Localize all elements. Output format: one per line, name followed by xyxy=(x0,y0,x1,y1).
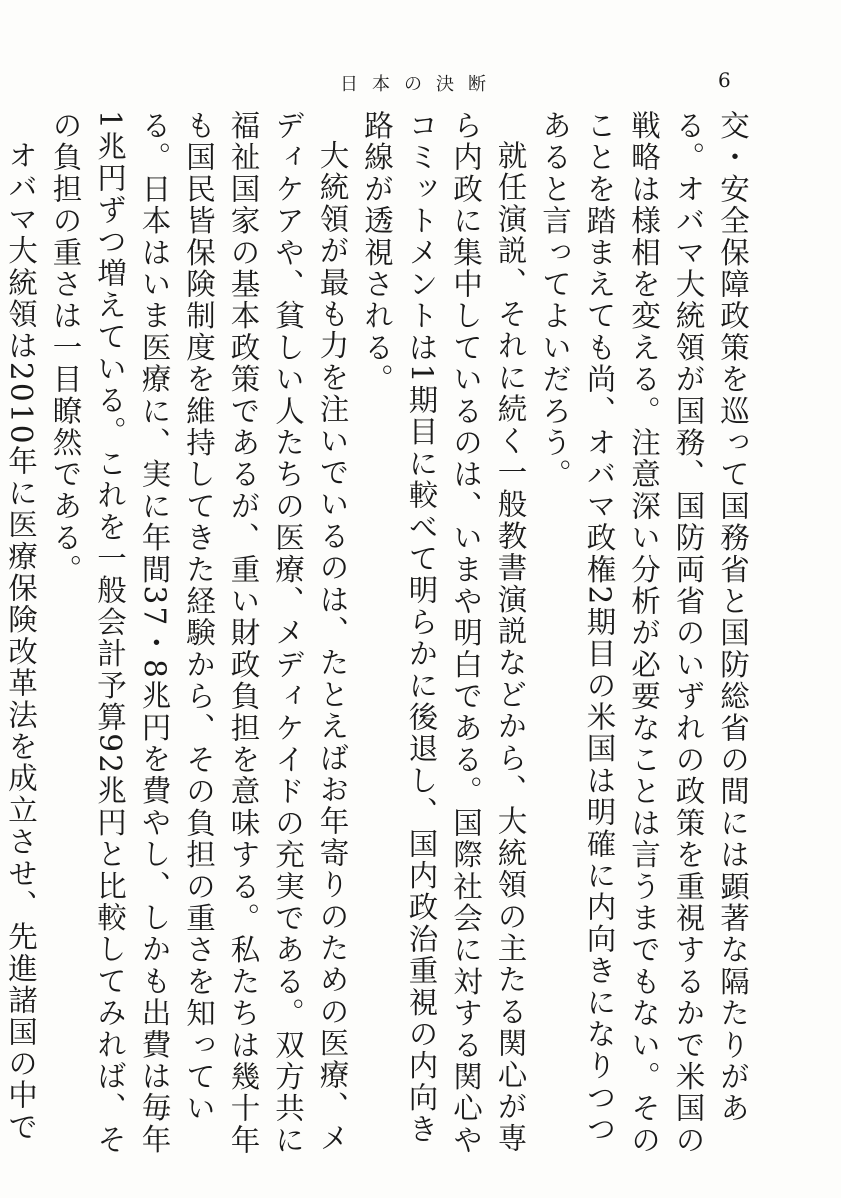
paragraph-3: 大統領が最も力を注いでいるのは、たとえばお年寄りのための医療、メディケアや、貧しい人たちの医療、メディケイドの充実である。双方共に福祉国家の基本政策であるが、重い財政負担を意味する。私たちは幾十年も国民皆保険制度を維持してきた経験から、その負担の重さを知っている。日本はいま医療に、実に年間37・8兆円を費やし、しかも出費は毎年1兆円ずつ増えている。これを一般会計予算92兆円と比較してみれば、その負担の重さは一目瞭然である。 xyxy=(48,110,350,1157)
body-text xyxy=(0,110,755,1160)
running-title: 日本の決断 xyxy=(340,74,500,95)
paragraph-2: 就任演説、それに続く一般教書演説などから、大統領の主たる関心が専ら内政に集中しているのは、いまや明白である。国際社会に対する関心やコミットメントは1期目に較べて明らかに後退し、国内政治重視の内向き路線が透視される。 xyxy=(360,110,528,1157)
page-number: 6 xyxy=(718,68,731,92)
paragraph-1: 交・安全保障政策を巡って国務省と国防総省の間には顕著な隔たりがある。オバマ大統領が国務、国防両省のいずれの政策を重視するかで米国の戦略は様相を変える。注意深い分析が必要なことは言うまでもない。そのことを踏まえても尚、オバマ政権2期目の米国は明確に内向きになりつつあると言ってよいだろう。 xyxy=(538,110,750,1157)
paragraph-4: オバマ大統領は2010年に医療保険改革法を成立させ、先進諸国の中で xyxy=(4,139,38,1143)
